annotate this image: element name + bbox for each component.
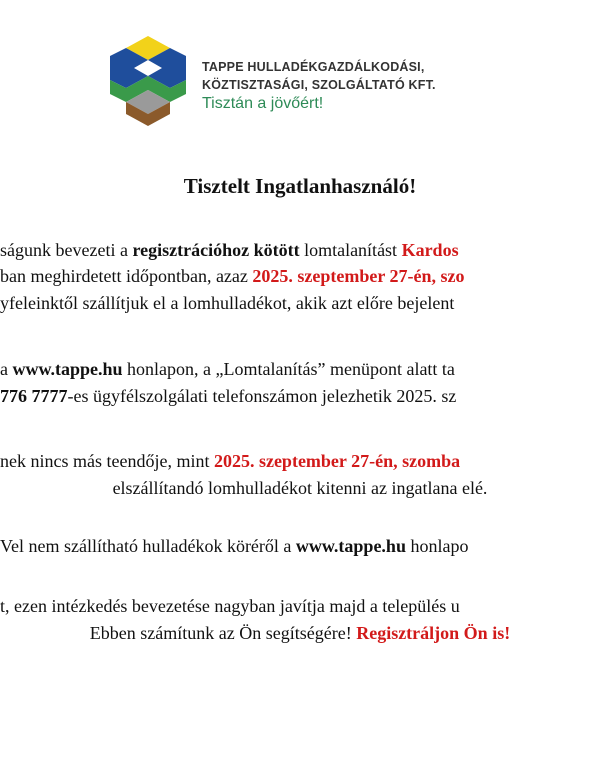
p1-line-3: yfeleinktől szállítjuk el a lomhulladékot, akik azt előre bejelent (0, 293, 455, 313)
company-name-line-2: KÖZTISZTASÁGI, SZOLGÁLTATÓ KFT. (202, 78, 436, 92)
p5-line-2: Ebben számítunk az Ön segítségére! Regisztráljon Ön is! (89, 623, 511, 643)
p4-line-1: Vel nem szállítható hulladékok köréről a www.tappe.hu honlapo (0, 536, 469, 556)
p3-line-2: elszállítandó lomhulladékot kitenni az ingatlana elé. (112, 478, 488, 498)
company-slogan: Tisztán a jövőért! (202, 95, 324, 112)
logo-mark-icon (108, 36, 188, 128)
page-title: Tisztelt Ingatlanhasználó! (183, 174, 417, 198)
p2-line-1: a www.tappe.hu honlapon, a „Lomtalanítás” menüpont alatt ta (0, 359, 455, 379)
p3-line-1: nek nincs más teendője, mint 2025. szeptember 27-én, szomba (0, 451, 461, 471)
p1-line-1: ságunk bevezeti a regisztrációhoz kötött lomtalanítást Kardos (0, 240, 459, 260)
company-name-line-1: TAPPE HULLADÉKGAZDÁLKODÁSI, (202, 60, 425, 74)
p5-line-1: t, ezen intézkedés bevezetése nagyban javítja majd a település u (0, 596, 460, 616)
p2-line-2: 776 7777-es ügyfélszolgálati telefonszámon jelezhetik 2025. sz (0, 386, 457, 406)
p1-line-2: ban meghirdetett időpontban, azaz 2025. szeptember 27-én, szo (0, 266, 465, 286)
company-logo (108, 36, 488, 128)
